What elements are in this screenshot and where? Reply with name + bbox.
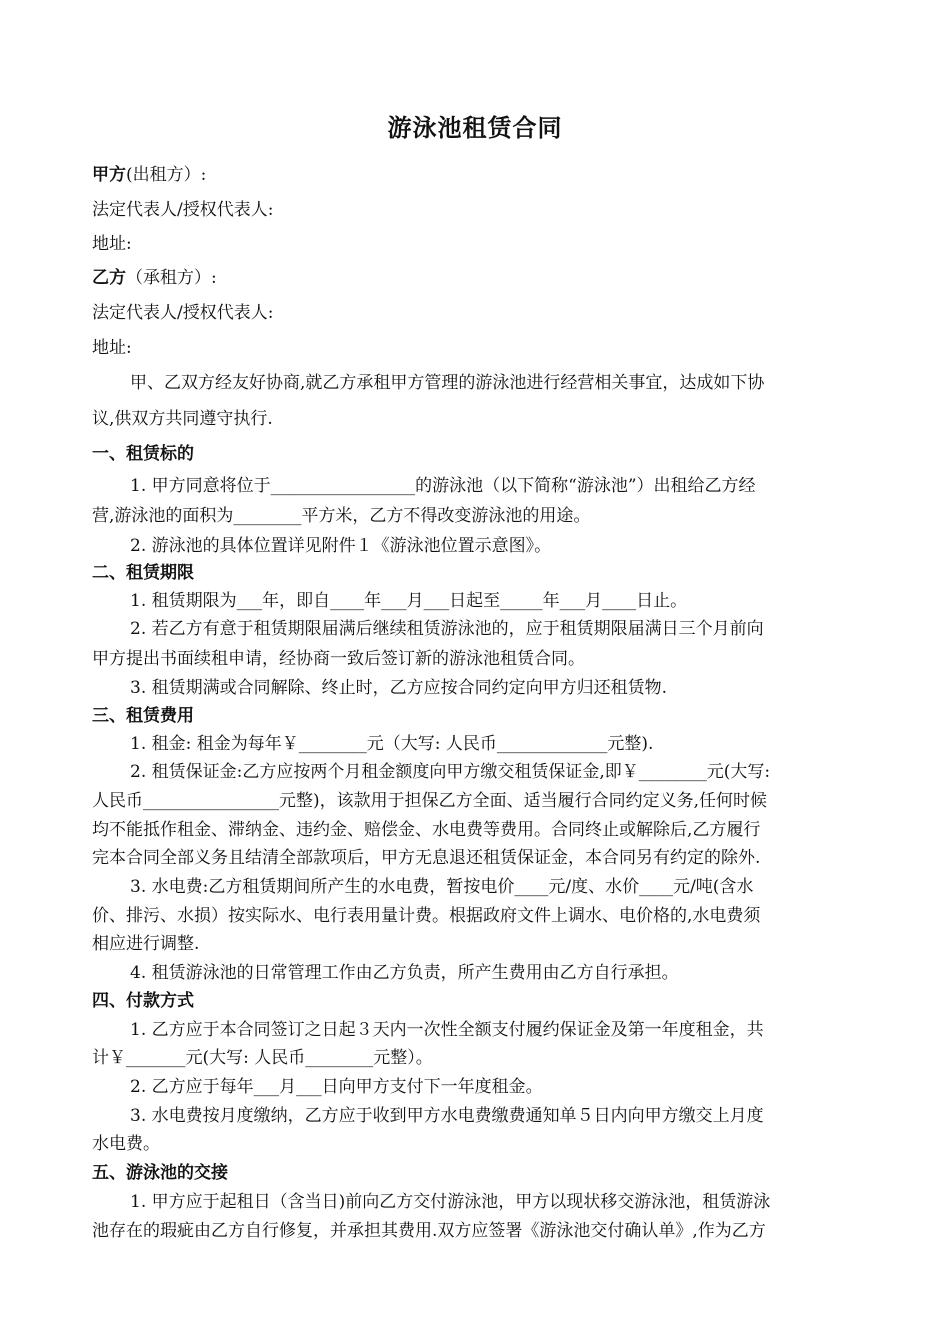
clause-line: 池存在的瑕疵由乙方自行修复，并承担其费用.双方应签署《游泳池交付确认单》,作为乙方 [92,1221,766,1241]
party-a-address: 地址: [92,234,132,254]
clause-line: 1. 租金: 租金为每年￥________元（大写: 人民币_____________元整). [130,734,654,754]
clause-line: 1. 乙方应于本合同签订之日起３天内一次性全额支付履约保证金及第一年度租金，共 [130,1020,764,1040]
party-b-role: （承租方）: [126,268,217,288]
section-heading: 四、付款方式 [92,991,194,1011]
party-b-rep: 法定代表人/授权代表人: [92,303,274,323]
party-a-label: 甲方 [92,165,126,185]
clause-line: 3. 水电费按月度缴纳，乙方应于收到甲方水电费缴费通知单５日内向甲方缴交上月度 [130,1106,764,1126]
clause-line: 2. 租赁保证金:乙方应按两个月租金额度向甲方缴交租赁保证金,即￥________元(大写: [130,762,771,782]
clause-line: 2. 游泳池的具体位置详见附件１《游泳池位置示意图》。 [130,536,552,556]
intro-paragraph-line: 议,供双方共同遵守执行. [92,409,273,429]
clause-line: 1. 甲方应于起租日（含当日)前向乙方交付游泳池，甲方以现状移交游泳池，租赁游泳 [130,1192,771,1212]
clause-line: 甲方提出书面续租申请，经协商一致后签订新的游泳池租赁合同。 [92,649,585,669]
clause-line: 4. 租赁游泳池的日常管理工作由乙方负责，所产生费用由乙方自行承担。 [130,963,679,983]
clause-line: 2. 若乙方有意于租赁期限届满后继续租赁游泳池的，应于租赁期限届满日三个月前向 [130,619,764,639]
clause-line: 价、排污、水损）按实际水、电行表用量计费。根据政府文件上调水、电价格的,水电费须 [92,906,761,926]
section-heading: 二、租赁期限 [92,563,194,583]
clause-line: 3. 租赁期满或合同解除、终止时，乙方应按合同约定向甲方归还租赁物. [130,678,668,698]
party-b-line [92,263,862,293]
party-b-label: 乙方 [92,268,126,288]
clause-line: 3. 水电费:乙方租赁期间所产生的水电费，暂按电价____元/度、水价____元/吨(含水 [130,877,754,897]
clause-line: 相应进行调整. [92,934,200,954]
clause-line: 1. 甲方同意将位于_________________的游泳池（以下简称“游泳池”）出租给乙方经 [130,476,756,496]
intro-paragraph-line: 甲、乙双方经友好协商,就乙方承租甲方管理的游泳池进行经营相关事宜，达成如下协 [130,373,765,393]
clause-line: 营,游泳池的面积为________平方米，乙方不得改变游泳池的用途。 [92,506,591,526]
party-a-rep: 法定代表人/授权代表人: [92,200,274,220]
clause-line: 人民币________________元整)，该款用于担保乙方全面、适当履行合同约定义务,任何时候 [92,791,768,811]
section-heading: 三、租赁费用 [92,706,194,726]
party-a-line [92,160,862,190]
clause-line: 1. 租赁期限为___年，即自____年___月___日起至_____年___月____日止。 [130,591,688,611]
clause-line: 计￥_______元(大写: 人民币________元整）。 [92,1048,433,1068]
party-a-role: (出租方）: [126,165,207,185]
section-heading: 一、租赁标的 [92,444,194,464]
clause-line: 完本合同全部义务且结清全部款项后，甲方无息退还租赁保证金，本合同另有约定的除外. [92,848,761,868]
clause-line: 均不能抵作租金、滞纳金、违约金、赔偿金、水电费等费用。合同终止或解除后,乙方履行 [92,820,761,840]
clause-line: 水电费。 [92,1134,160,1154]
page-title: 游泳池租赁合同 [387,114,563,142]
section-heading: 五、游泳池的交接 [92,1163,228,1183]
party-b-address: 地址: [92,338,132,358]
clause-line: 2. 乙方应于每年___月___日向甲方支付下一年度租金。 [130,1077,543,1097]
